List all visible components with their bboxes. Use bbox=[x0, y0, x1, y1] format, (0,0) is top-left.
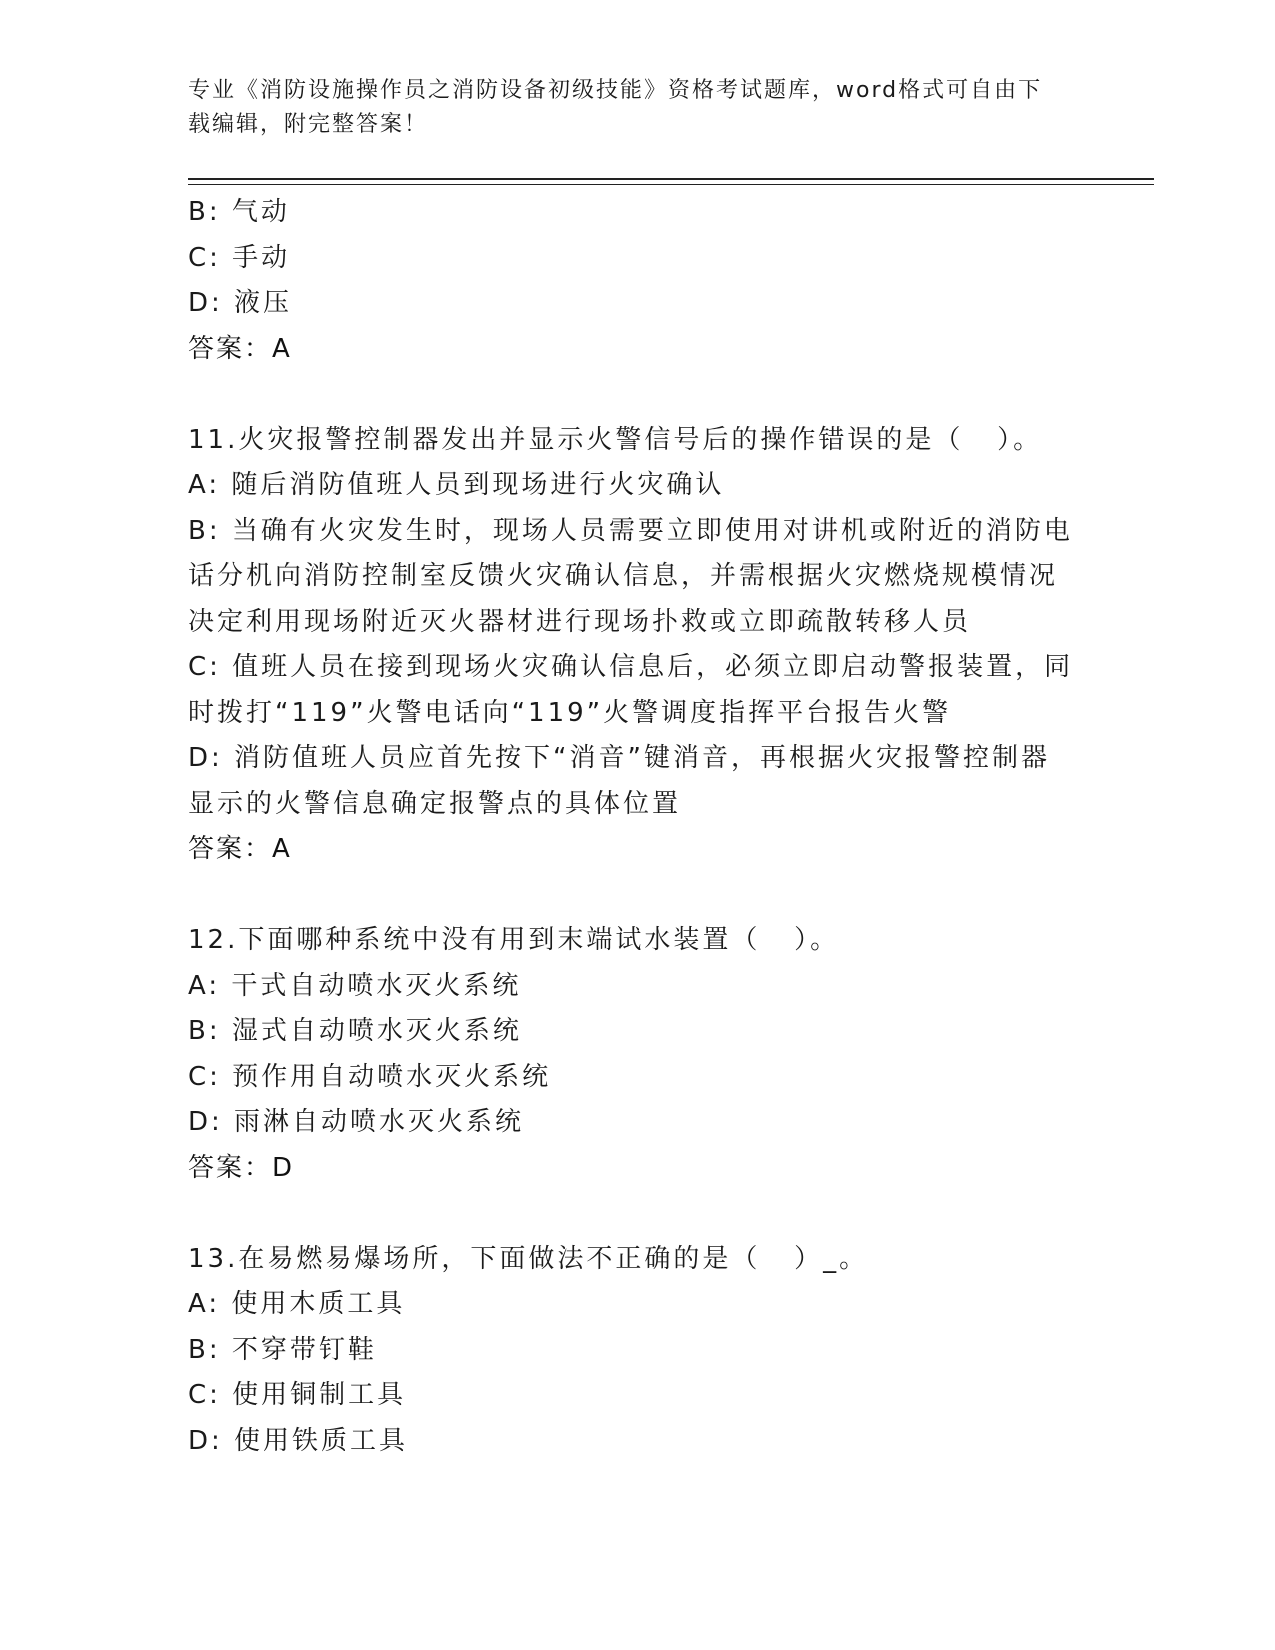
option-c-line-1: C: 值班人员在接到现场火灾确认信息后，必须立即启动警报装置，同 bbox=[188, 652, 1074, 682]
header-divider-thick bbox=[188, 178, 1154, 180]
option-b-line-2: 话分机向消防控制室反馈火灾确认信息，并需根据火灾燃烧规模情况 bbox=[188, 561, 1059, 591]
question-10-tail bbox=[188, 190, 1088, 372]
answer: 答案：A bbox=[188, 834, 292, 864]
document-body bbox=[188, 190, 1088, 1464]
option-b: B: 湿式自动喷水灭火系统 bbox=[188, 1016, 522, 1046]
option-b: B: 不穿带钉鞋 bbox=[188, 1334, 377, 1365]
option-c: C: 使用铜制工具 bbox=[188, 1380, 407, 1410]
option-d: D: 使用铁质工具 bbox=[188, 1425, 409, 1456]
answer: 答案：A bbox=[188, 333, 292, 364]
option-d: D: 雨淋自动喷水灭火系统 bbox=[188, 1107, 525, 1137]
option-b-line-1: B: 当确有火灾发生时，现场人员需要立即使用对讲机或附近的消防电 bbox=[188, 515, 1073, 546]
option-b-line-3: 决定利用现场附近灭火器材进行现场扑救或立即疏散转移人员 bbox=[188, 606, 972, 637]
question-text: 12.下面哪种系统中没有用到末端试水装置（ ）。 bbox=[188, 925, 840, 955]
option-a: A: 使用木质工具 bbox=[188, 1289, 406, 1319]
answer: 答案：D bbox=[188, 1152, 295, 1183]
option-c: C: 手动 bbox=[188, 242, 291, 273]
header-line-1: 专业《消防设施操作员之消防设备初级技能》资格考试题库，word格式可自由下 bbox=[188, 78, 1043, 103]
option-c-line-2: 时拨打“119”火警电话向“119”火警调度指挥平台报告火警 bbox=[188, 697, 952, 728]
spacer bbox=[188, 873, 1088, 919]
option-c: C: 预作用自动喷水灭火系统 bbox=[188, 1061, 552, 1092]
option-a: A: 随后消防值班人员到现场进行火灾确认 bbox=[188, 470, 725, 500]
question-12 bbox=[188, 918, 1088, 1191]
header-line-2: 载编辑，附完整答案！ bbox=[188, 112, 429, 137]
option-d-line-1: D: 消防值班人员应首先按下“消音”键消音，再根据火灾报警控制器 bbox=[188, 743, 1050, 773]
question-text: 13.在易燃易爆场所，下面做法不正确的是（ ）_。 bbox=[188, 1243, 869, 1274]
option-b: B: 气动 bbox=[188, 197, 290, 227]
option-a: A: 干式自动喷水灭火系统 bbox=[188, 970, 522, 1001]
document-header bbox=[188, 74, 1088, 142]
spacer bbox=[188, 372, 1088, 418]
question-13 bbox=[188, 1237, 1088, 1465]
question-text: 11.火灾报警控制器发出并显示火警信号后的操作错误的是（ ）。 bbox=[188, 424, 1043, 455]
spacer bbox=[188, 1191, 1088, 1237]
option-d-line-2: 显示的火警信息确定报警点的具体位置 bbox=[188, 788, 682, 819]
option-d: D: 液压 bbox=[188, 288, 293, 318]
question-11 bbox=[188, 418, 1088, 873]
header-divider-thin bbox=[188, 184, 1154, 185]
